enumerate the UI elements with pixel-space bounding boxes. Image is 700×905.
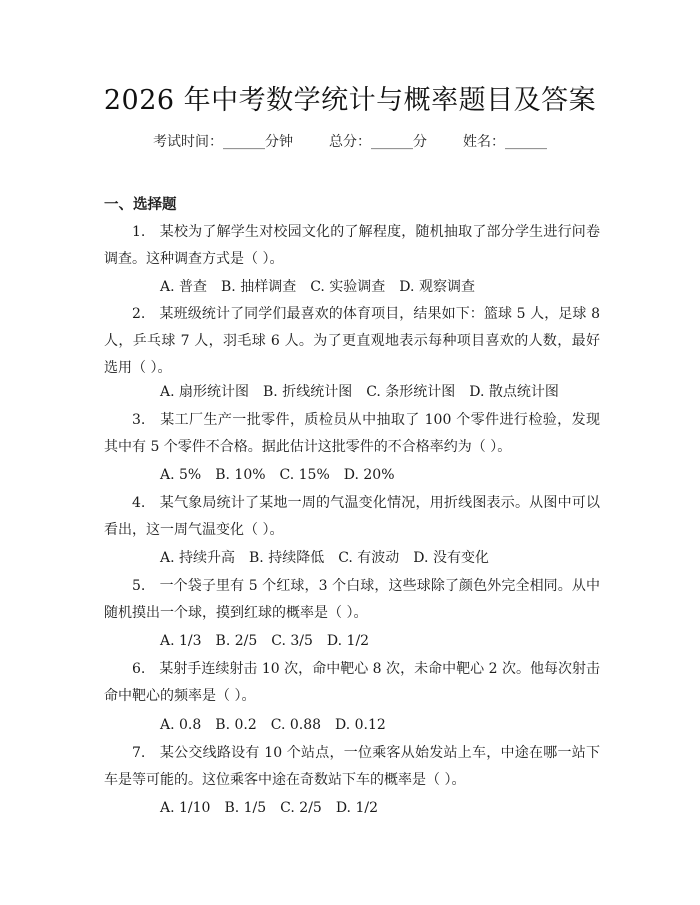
question-4-text: 4. 某气象局统计了某地一周的气温变化情况，用折线图表示。从图中可以看出，这一周气温变化（ ）。 [104, 495, 600, 538]
question-6-options: A. 0.8 B. 0.2 C. 0.88 D. 0.12 [160, 717, 386, 733]
question-4-options: A. 持续升高 B. 持续降低 C. 有波动 D. 没有变化 [160, 550, 489, 566]
exam-meta [0, 131, 700, 151]
student-name-field: 姓名：______ [463, 134, 547, 150]
question-2-options: A. 扇形统计图 B. 折线统计图 C. 条形统计图 D. 散点统计图 [160, 384, 559, 400]
total-score-field: 总分：______分 [329, 134, 427, 150]
question-1-options: A. 普查 B. 抽样调查 C. 实验调查 D. 观察调查 [160, 279, 475, 295]
section-title: 一、选择题 [104, 197, 177, 213]
question-5-text: 5. 一个袋子里有 5 个红球，3 个白球，这些球除了颜色外完全相同。从中随机摸出一个球，摸到红球的概率是（ ）。 [104, 578, 600, 621]
question-2-text: 2. 某班级统计了同学们最喜欢的体育项目，结果如下：篮球 5 人，足球 8 人，乒乓球 7 人，羽毛球 6 人。为了更直观地表示每种项目喜欢的人数，最好选用（ ）。 [104, 306, 600, 376]
question-7-options: A. 1/10 B. 1/5 C. 2/5 D. 1/2 [160, 800, 378, 816]
document-title: 2026 年中考数学统计与概率题目及答案 [103, 85, 597, 116]
question-3-text: 3. 某工厂生产一批零件，质检员从中抽取了 100 个零件进行检验，发现其中有 5 个零件不合格。据此估计这批零件的不合格率约为（ ）。 [104, 412, 600, 455]
question-1-text: 1. 某校为了解学生对校园文化的了解程度，随机抽取了部分学生进行问卷调查。这种调查方式是（ ）。 [104, 224, 600, 267]
question-5-options: A. 1/3 B. 2/5 C. 3/5 D. 1/2 [160, 633, 370, 649]
question-7-text: 7. 某公交线路设有 10 个站点，一位乘客从始发站上车，中途在哪一站下车是等可能的。这位乘客中途在奇数站下车的概率是（ ）。 [104, 745, 600, 788]
question-3-options: A. 5% B. 10% C. 15% D. 20% [160, 467, 395, 483]
exam-time-field: 考试时间：______分钟 [153, 134, 293, 150]
question-6-text: 6. 某射手连续射击 10 次，命中靶心 8 次，未命中靶心 2 次。他每次射击命中靶心的频率是（ ）。 [104, 661, 600, 704]
